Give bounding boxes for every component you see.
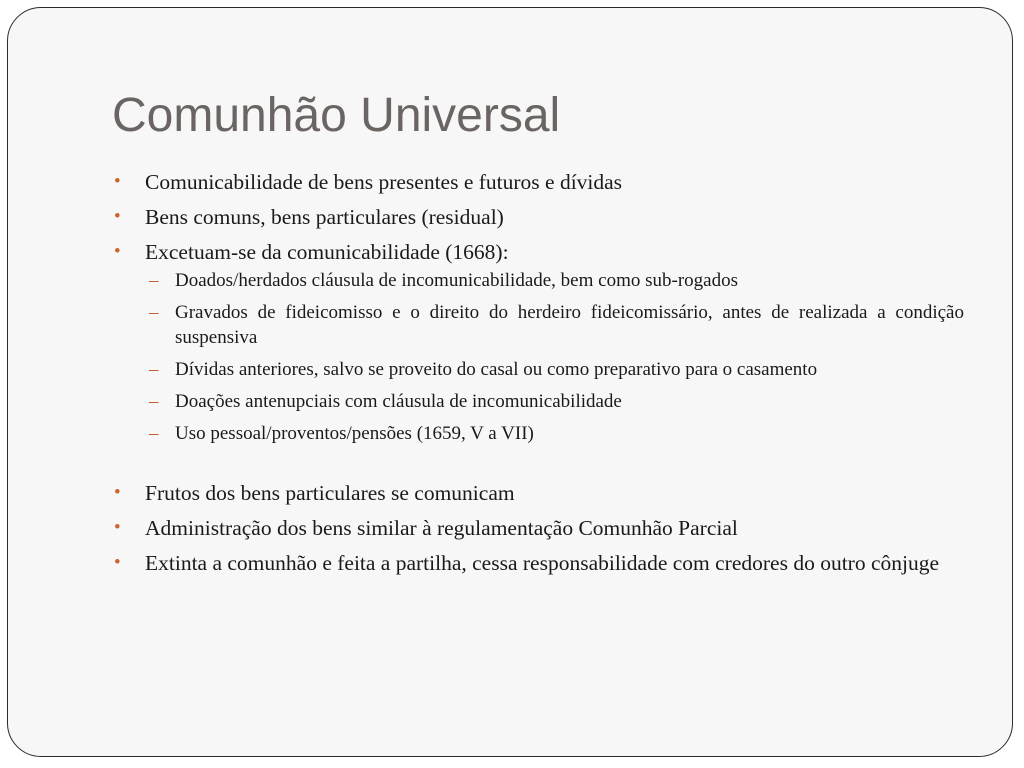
bullet-icon: • [114, 517, 121, 538]
bullet-text: Frutos dos bens particulares se comunicam [145, 481, 515, 505]
bullet-text: Comunicabilidade de bens presentes e futuros e dívidas [145, 170, 623, 194]
bullet-icon: • [114, 482, 121, 503]
slide-content [112, 168, 964, 584]
slide-title: Comunhão Universal [112, 89, 561, 142]
bullet-item [112, 479, 964, 507]
dash-icon: – [149, 391, 159, 412]
sub-bullet-text: Dívidas anteriores, salvo se proveito do casal ou como preparativo para o casamento [175, 359, 818, 380]
bullet-list-bottom [112, 479, 964, 577]
dash-icon: – [149, 270, 159, 291]
sub-bullet-text: Gravados de fideicomisso e o direito do herdeiro fideicomissário, antes de realizada a condição suspensiva [175, 302, 964, 348]
bullet-icon: • [114, 206, 121, 227]
bullet-text: Excetuam-se da comunicabilidade (1668): [145, 240, 509, 264]
sub-bullet-text: Doações antenupciais com cláusula de incomunicabilidade [175, 391, 622, 412]
slide [7, 7, 1013, 757]
sub-bullet-item [112, 389, 964, 414]
bullet-item [112, 168, 964, 196]
bullet-text: Administração dos bens similar à regulamentação Comunhão Parcial [145, 516, 738, 540]
bullet-item [112, 203, 964, 231]
spacer [112, 453, 964, 479]
bullet-list-top [112, 168, 964, 266]
dash-icon: – [149, 302, 159, 323]
bullet-text: Extinta a comunhão e feita a partilha, cessa responsabilidade com credores do outro cônjuge [145, 551, 940, 575]
bullet-item [112, 514, 964, 542]
sub-bullet-item [112, 421, 964, 446]
bullet-icon: • [114, 171, 121, 192]
bullet-icon: • [114, 241, 121, 262]
sub-bullet-item [112, 357, 964, 382]
sub-bullet-text: Doados/herdados cláusula de incomunicabilidade, bem como sub-rogados [175, 270, 738, 291]
bullet-item [112, 238, 964, 266]
dash-icon: – [149, 423, 159, 444]
sub-bullet-list [112, 268, 964, 446]
sub-bullet-item [112, 300, 964, 350]
bullet-text: Bens comuns, bens particulares (residual) [145, 205, 504, 229]
dash-icon: – [149, 359, 159, 380]
bullet-icon: • [114, 552, 121, 573]
sub-bullet-text: Uso pessoal/proventos/pensões (1659, V a VII) [175, 423, 534, 444]
sub-bullet-item [112, 268, 964, 293]
bullet-item [112, 549, 964, 577]
